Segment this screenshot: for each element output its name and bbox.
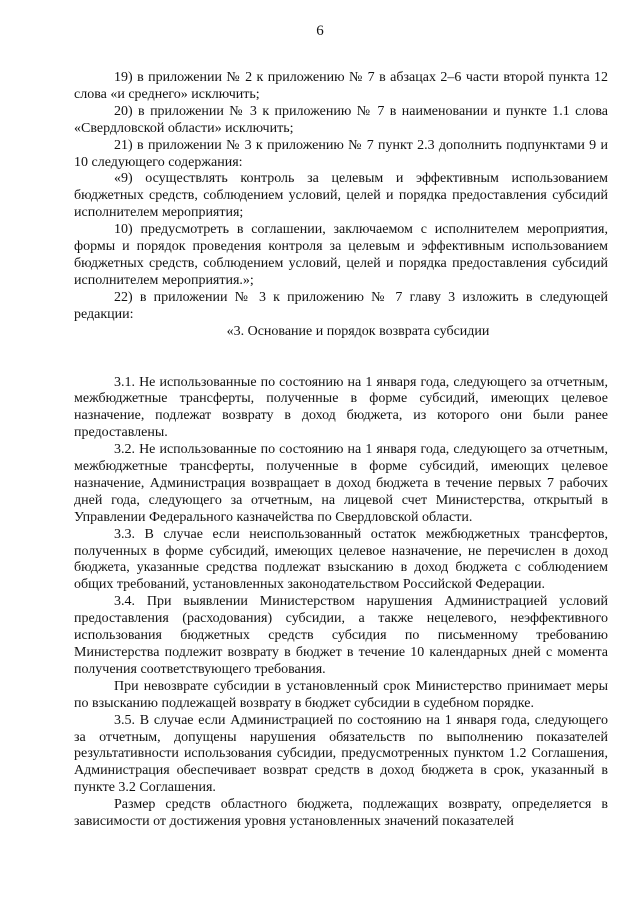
refund-size-paragraph: Размер средств областного бюджета, подлежащих возврату, определяется в зависимости от достижения уровня установленных значений показателей bbox=[74, 797, 608, 830]
paragraph-item-20: 20) в приложении № 3 к приложению № 7 в наименовании и пункте 1.1 слова «Свердловской области» исключить; bbox=[74, 103, 608, 136]
paragraph-item-21: 21) в приложении № 3 к приложению № 7 пункт 2.3 дополнить подпунктами 9 и 10 следующего содержания: bbox=[74, 137, 608, 170]
document-body bbox=[74, 70, 608, 831]
paragraph-subitem-9: «9) осуществлять контроль за целевым и эффективным использованием бюджетных средств, соблюдением условий, целей и порядка предоставления субсидий исполнителем мероприятия; bbox=[74, 171, 608, 221]
page-number: 6 bbox=[316, 23, 324, 39]
clause-3-3: 3.3. В случае если неиспользованный остаток межбюджетных трансфертов, полученных в форме субсидий, имеющих целевое назначение, не перечислен в доход бюджета, указанные средства подлежат взысканию в доход бюджета с соблюдением общих требований, установленных законодательством Российской Федерации. bbox=[74, 526, 608, 593]
clause-3-4-continuation: При невозврате субсидии в установленный срок Министерство принимает меры по взысканию подлежащей возврату в бюджет субсидии в судебном порядке. bbox=[74, 678, 608, 711]
paragraph-subitem-10: 10) предусмотреть в соглашении, заключаемом с исполнителем мероприятия, формы и порядок проведения контроля за целевым и эффективным использованием бюджетных средств, соблюдением условий, целей и порядка предоставления субсидий исполнителем мероприятия.»; bbox=[74, 222, 608, 288]
clause-3-4: 3.4. При выявлении Министерством нарушения Администрацией условий предоставления (расходования) субсидии, а также нецелевого, неэффективного использования бюджетных средств субсидия по письменному требованию Министерства подлежит возврату в бюджет в течение 10 календарных дней с момента получения соответствующего требования. bbox=[74, 594, 608, 677]
paragraph-item-22: 22) в приложении № 3 к приложению № 7 главу 3 изложить в следующей редакции: bbox=[74, 289, 608, 322]
clause-3-5: 3.5. В случае если Администрацией по состоянию на 1 января года, следующего за отчетным, допущены нарушения обязательств по выполнению показателей результативности использования субсидии, предусмотренных пунктом 1.2 Соглашения, Администрация обеспечивает возврат средств в доход бюджета в срок, указанный в пункте 3.2 Соглашения. bbox=[74, 712, 608, 796]
section-spacer bbox=[74, 341, 608, 375]
clause-3-2: 3.2. Не использованные по состоянию на 1 января года, следующего за отчетным, межбюджетные трансферты, полученные в форме субсидий, имеющих целевое назначение, Администрация возвращает в доход бюджета в течение первых 7 рабочих дней года, следующего за отчетным, на лицевой счет Министерства, открытый в Управлении Федерального казначейства по Свердловской области. bbox=[74, 442, 608, 525]
paragraph-item-19: 19) в приложении № 2 к приложению № 7 в абзацах 2–6 части второй пункта 12 слова «и среднего» исключить; bbox=[74, 70, 608, 102]
section-heading: «3. Основание и порядок возврата субсидии bbox=[226, 323, 490, 339]
clause-3-1: 3.1. Не использованные по состоянию на 1 января года, следующего за отчетным, межбюджетные трансферты, полученные в форме субсидий, имеющих целевое назначение, подлежат возврату в доход бюджета, из которого они были ранее предоставлены. bbox=[74, 374, 608, 441]
